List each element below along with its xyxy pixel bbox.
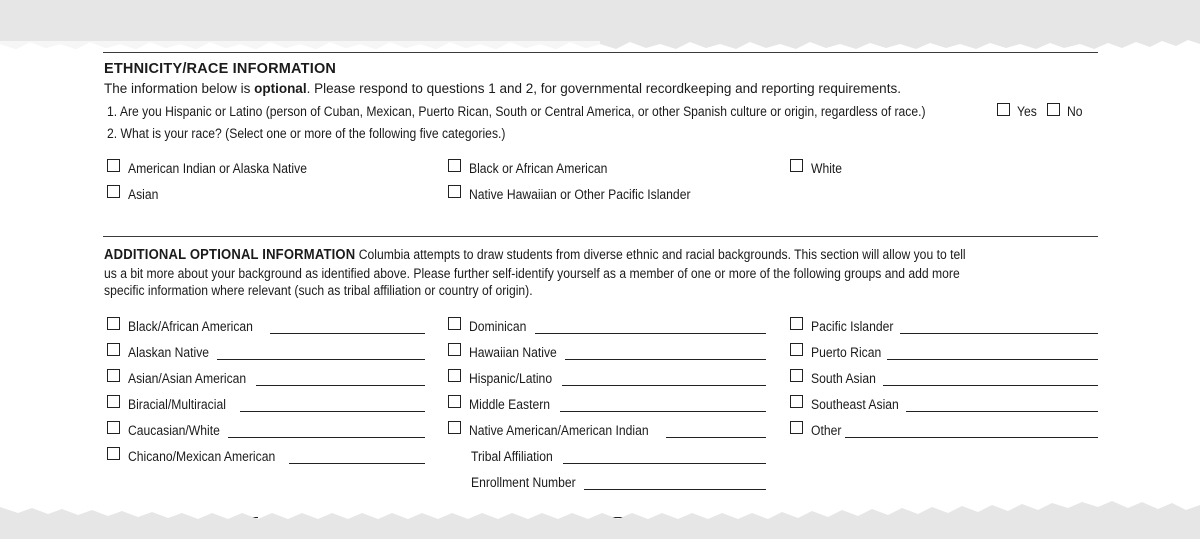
group-label-alaskan-native: Alaskan Native [128, 345, 210, 360]
group-label-hawaiian-native: Hawaiian Native [469, 345, 557, 360]
race-checkbox-native-hawaiian[interactable] [448, 185, 461, 198]
intro-optional: optional [254, 81, 307, 96]
group-checkbox-alaskan-native[interactable] [107, 343, 120, 356]
group-checkbox-asian-american[interactable] [107, 369, 120, 382]
group-label-southeast-asian: Southeast Asian [811, 397, 899, 412]
group-checkbox-dominican[interactable] [448, 317, 461, 330]
race-checkbox-asian[interactable] [107, 185, 120, 198]
group-line-southeast-asian[interactable] [906, 411, 1098, 412]
group-checkbox-chicano[interactable] [107, 447, 120, 460]
additional-line1-text: Columbia attempts to draw students from diverse ethnic and racial backgrounds. This section will allow you to tell [355, 247, 966, 262]
group-label-south-asian: South Asian [811, 371, 876, 386]
tribal-affiliation-line[interactable] [563, 463, 766, 464]
group-line-chicano[interactable] [289, 463, 425, 464]
group-checkbox-biracial[interactable] [107, 395, 120, 408]
race-label-american-indian: American Indian or Alaska Native [128, 161, 307, 176]
group-label-pacific-islander: Pacific Islander [811, 319, 894, 334]
enrollment-number-label: Enrollment Number [471, 475, 576, 490]
group-label-middle-eastern: Middle Eastern [469, 397, 551, 412]
group-label-biracial: Biracial/Multiracial [128, 397, 226, 412]
race-label-asian: Asian [128, 187, 159, 202]
group-checkbox-puerto-rican[interactable] [790, 343, 803, 356]
q1-no-label: No [1067, 104, 1083, 119]
additional-heading: ADDITIONAL OPTIONAL INFORMATION [104, 247, 356, 263]
group-label-caucasian: Caucasian/White [128, 423, 220, 438]
group-line-native-american[interactable] [666, 437, 766, 438]
group-label-puerto-rican: Puerto Rican [811, 345, 882, 360]
group-label-hispanic-latino: Hispanic/Latino [469, 371, 553, 386]
ethnicity-intro [104, 81, 901, 97]
group-label-dominican: Dominican [469, 319, 527, 334]
q1-no-checkbox[interactable] [1047, 103, 1060, 116]
group-label-chicano: Chicano/Mexican American [128, 449, 276, 464]
group-label-other: Other [811, 423, 842, 438]
group-line-asian-american[interactable] [256, 385, 425, 386]
race-checkbox-american-indian[interactable] [107, 159, 120, 172]
race-label-white: White [811, 161, 843, 176]
intro-prefix: The information below is [104, 81, 255, 96]
group-checkbox-hispanic-latino[interactable] [448, 369, 461, 382]
group-checkbox-south-asian[interactable] [790, 369, 803, 382]
additional-line-3: specific information where relevant (such as tribal affiliation or country of origin). [104, 283, 533, 298]
question-1: 1. Are you Hispanic or Latino (person of Cuban, Mexican, Puerto Rican, South or Central America, or other Spanish culture or origin, regardless of race.) [107, 104, 926, 119]
group-checkbox-caucasian[interactable] [107, 421, 120, 434]
race-checkbox-black[interactable] [448, 159, 461, 172]
group-checkbox-other[interactable] [790, 421, 803, 434]
group-checkbox-pacific-islander[interactable] [790, 317, 803, 330]
additional-line-2: us a bit more about your background as identified above. Please further self-identify yourself as a member of one or more of the following groups and add more [104, 265, 960, 281]
group-line-alaskan-native[interactable] [217, 359, 425, 360]
q1-yes-label: Yes [1017, 104, 1037, 119]
cutoff-line-fragment [236, 517, 258, 518]
section-divider-middle [103, 236, 1098, 237]
additional-line-1 [104, 246, 1103, 265]
intro-suffix: . Please respond to questions 1 and 2, for governmental recordkeeping and reporting requirements. [306, 81, 901, 96]
group-line-pacific-islander[interactable] [900, 333, 1098, 334]
enrollment-number-line[interactable] [584, 489, 766, 490]
ethnicity-heading: ETHNICITY/RACE INFORMATION [104, 61, 337, 77]
group-label-native-american: Native American/American Indian [469, 423, 649, 438]
group-line-biracial[interactable] [240, 411, 425, 412]
group-checkbox-black-african-american[interactable] [107, 317, 120, 330]
group-checkbox-southeast-asian[interactable] [790, 395, 803, 408]
tribal-affiliation-label: Tribal Affiliation [471, 449, 553, 464]
group-line-other[interactable] [845, 437, 1098, 438]
race-label-native-hawaiian: Native Hawaiian or Other Pacific Islander [469, 187, 691, 202]
group-line-middle-eastern[interactable] [560, 411, 766, 412]
group-line-hawaiian-native[interactable] [565, 359, 766, 360]
additional-paragraph [104, 246, 1103, 300]
section-divider-top [103, 52, 1098, 53]
group-checkbox-middle-eastern[interactable] [448, 395, 461, 408]
group-checkbox-native-american[interactable] [448, 421, 461, 434]
cutoff-line-fragment [595, 517, 635, 518]
q1-yes-checkbox[interactable] [997, 103, 1010, 116]
race-label-black: Black or African American [469, 161, 608, 176]
group-line-black-african-american[interactable] [270, 333, 425, 334]
group-line-dominican[interactable] [535, 333, 766, 334]
race-checkbox-white[interactable] [790, 159, 803, 172]
group-line-puerto-rican[interactable] [887, 359, 1098, 360]
group-line-caucasian[interactable] [228, 437, 425, 438]
group-label-black-african-american: Black/African American [128, 319, 253, 334]
group-line-south-asian[interactable] [883, 385, 1098, 386]
question-2: 2. What is your race? (Select one or more of the following five categories.) [107, 126, 506, 141]
group-label-asian-american: Asian/Asian American [128, 371, 247, 386]
group-line-hispanic-latino[interactable] [562, 385, 766, 386]
group-checkbox-hawaiian-native[interactable] [448, 343, 461, 356]
